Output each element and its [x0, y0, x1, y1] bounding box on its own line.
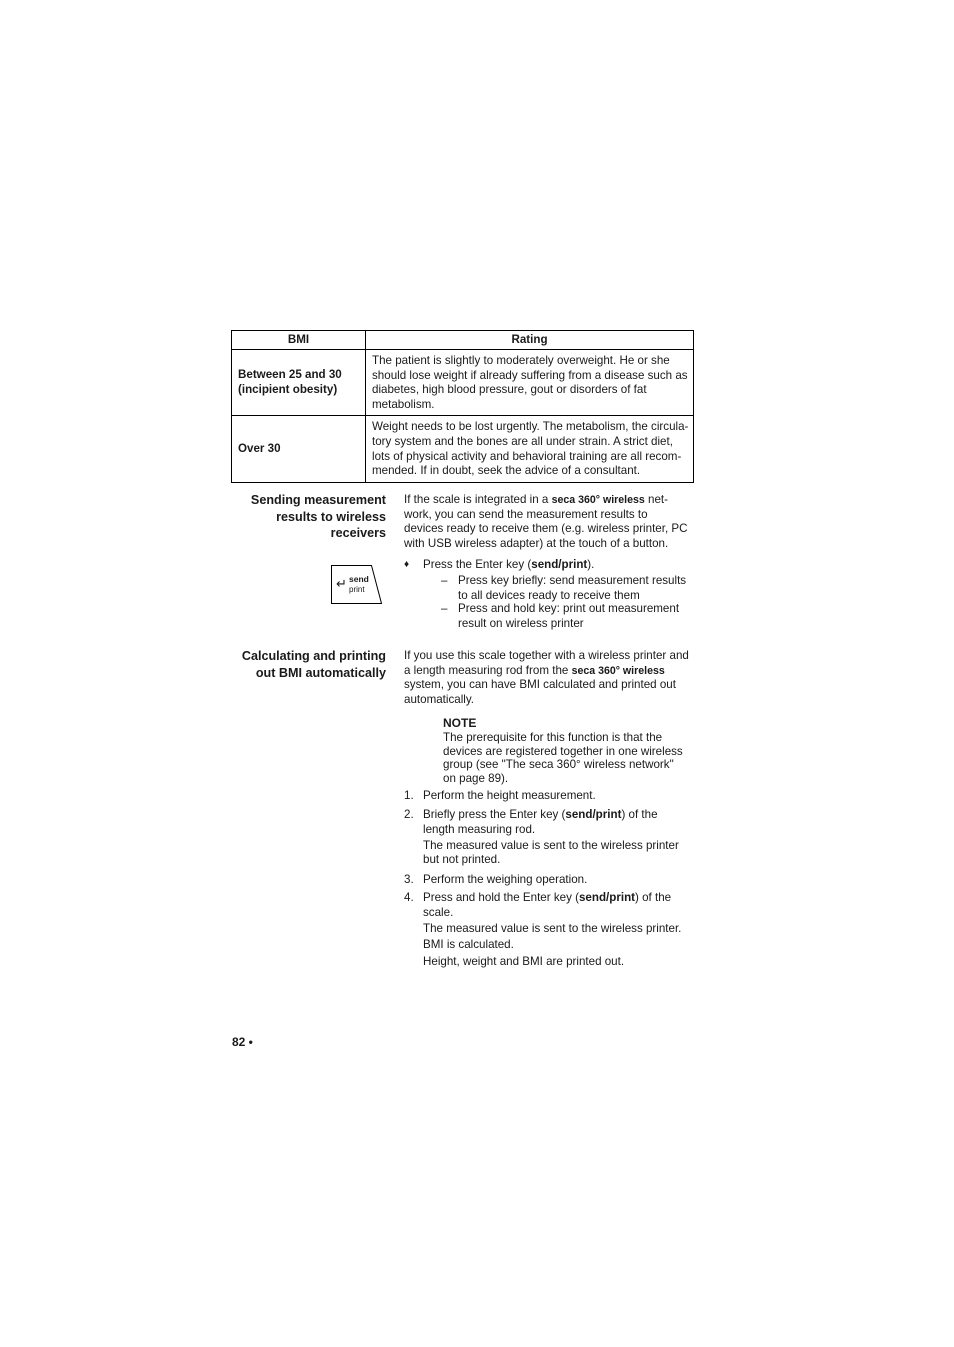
intro-text: net-	[644, 493, 668, 506]
rating-line: mended. If in doubt, seek the advice of a consultant.	[372, 464, 641, 478]
step-number: 1.	[404, 789, 414, 802]
intro-line	[404, 664, 694, 679]
key-label-send: send	[349, 574, 369, 584]
dash-marker: –	[441, 602, 448, 615]
sending-intro-paragraph	[404, 493, 694, 551]
step-text-part: Briefly press the Enter key (	[423, 808, 566, 821]
section-heading-sending	[226, 492, 386, 542]
brand-name: seca 360° wireless	[571, 664, 665, 677]
rating-cell	[366, 416, 694, 482]
step-text-part: ) of the	[635, 891, 672, 904]
dash-marker: –	[441, 574, 448, 587]
intro-line: work, you can send the measurement results to	[404, 507, 648, 521]
diamond-bullet-icon: ♦	[404, 559, 410, 570]
rating-line: lots of physical activity and behavioral training are all recom-	[372, 449, 682, 463]
intro-line: devices ready to receive them (e.g. wireless printer, PC	[404, 522, 688, 536]
note-line: The prerequisite for this function is that the	[443, 731, 663, 744]
heading-line: receivers	[330, 526, 386, 540]
bmi-range-cell	[232, 416, 366, 482]
section-heading-bmi	[226, 648, 386, 681]
table-row	[232, 350, 694, 416]
intro-text: a length measuring rod from the	[404, 663, 572, 677]
step-text	[423, 808, 693, 868]
page-number: 82 •	[232, 1035, 253, 1049]
step-text: Perform the weighing operation.	[423, 873, 588, 886]
column-header-rating: Rating	[366, 331, 694, 350]
column-header-bmi: BMI	[232, 331, 366, 350]
rating-line: should lose weight if already suffering from a disease such as	[372, 368, 688, 382]
key-label-print: print	[349, 585, 365, 594]
note-box	[443, 716, 695, 786]
table-row	[232, 416, 694, 482]
step-number: 4.	[404, 891, 414, 904]
rating-line: Weight needs to be lost urgently. The metabolism, the circula-	[372, 420, 689, 434]
heading-line: out BMI automatically	[255, 665, 386, 680]
send-print-key-illustration	[331, 565, 382, 604]
intro-line	[404, 493, 694, 508]
sub-list-text	[458, 602, 693, 631]
rating-line: metabolism.	[372, 397, 435, 411]
table-header-row	[232, 331, 694, 350]
bullet-text	[423, 558, 693, 573]
sub-list-line: Press key briefly: send measurement results	[458, 574, 687, 587]
heading-line: Calculating and printing	[241, 649, 386, 663]
step-number: 3.	[404, 873, 414, 886]
heading-line: results to wireless	[276, 509, 386, 524]
heading-line: Sending measurement	[250, 493, 386, 507]
bullet-text-part: Press the Enter key (	[423, 558, 532, 571]
step-result-line: BMI is calculated.	[423, 937, 514, 951]
key-name: send/print	[531, 558, 588, 571]
key-name: send/print	[578, 891, 636, 904]
step-result-line: but not printed.	[423, 853, 501, 867]
intro-line: with USB wireless adapter) at the touch of a button.	[404, 536, 669, 550]
step-line	[423, 808, 693, 823]
intro-line: system, you can have BMI calculated and printed out	[404, 678, 676, 692]
bmi-range-line: Over 30	[238, 441, 281, 455]
bmi-rating-table	[231, 330, 694, 483]
intro-text: If the scale is integrated in a	[404, 493, 552, 506]
rating-line: The patient is slightly to moderately overweight. He or she	[372, 354, 670, 367]
key-name: send/print	[565, 808, 622, 821]
step-text: Perform the height measurement.	[423, 789, 596, 802]
note-line: devices are registered together in one wireless	[443, 744, 683, 758]
brand-name: seca 360° wireless	[551, 494, 645, 506]
step-line: length measuring rod.	[423, 822, 536, 836]
step-text	[423, 891, 693, 969]
rating-line: diabetes, high blood pressure, gout or disorders of fat	[372, 383, 647, 397]
sub-list-line: Press and hold key: print out measurement	[458, 602, 680, 615]
step-text-part: Press and hold the Enter key (	[423, 891, 579, 904]
intro-line: automatically.	[404, 692, 475, 706]
step-text-part: ) of the	[621, 808, 658, 821]
step-result-line: The measured value is sent to the wireless printer.	[423, 921, 682, 935]
sub-list-line: result on wireless printer	[458, 616, 584, 630]
rating-cell	[366, 350, 694, 416]
sub-list-line: to all devices ready to receive them	[458, 588, 640, 602]
bmi-range-line: (incipient obesity)	[238, 382, 338, 396]
step-result-line: The measured value is sent to the wireless printer	[423, 838, 679, 852]
step-result-line: Height, weight and BMI are printed out.	[423, 954, 625, 968]
bmi-intro-paragraph	[404, 649, 694, 707]
rating-line: tory system and the bones are all under strain. A strict diet,	[372, 434, 673, 448]
note-title: NOTE	[443, 716, 477, 730]
step-number: 2.	[404, 808, 414, 821]
bmi-range-cell	[232, 350, 366, 416]
intro-line: If you use this scale together with a wireless printer and	[404, 649, 689, 662]
note-line: group (see "The seca 360° wireless network"	[443, 758, 674, 772]
step-line: scale.	[423, 905, 454, 919]
note-line: on page 89).	[443, 772, 509, 786]
step-line	[423, 891, 693, 906]
enter-arrow-icon: ↵	[336, 576, 347, 591]
bullet-text-part: ).	[587, 558, 595, 571]
bmi-range-line: Between 25 and 30	[238, 368, 342, 382]
sub-list-text	[458, 574, 693, 603]
